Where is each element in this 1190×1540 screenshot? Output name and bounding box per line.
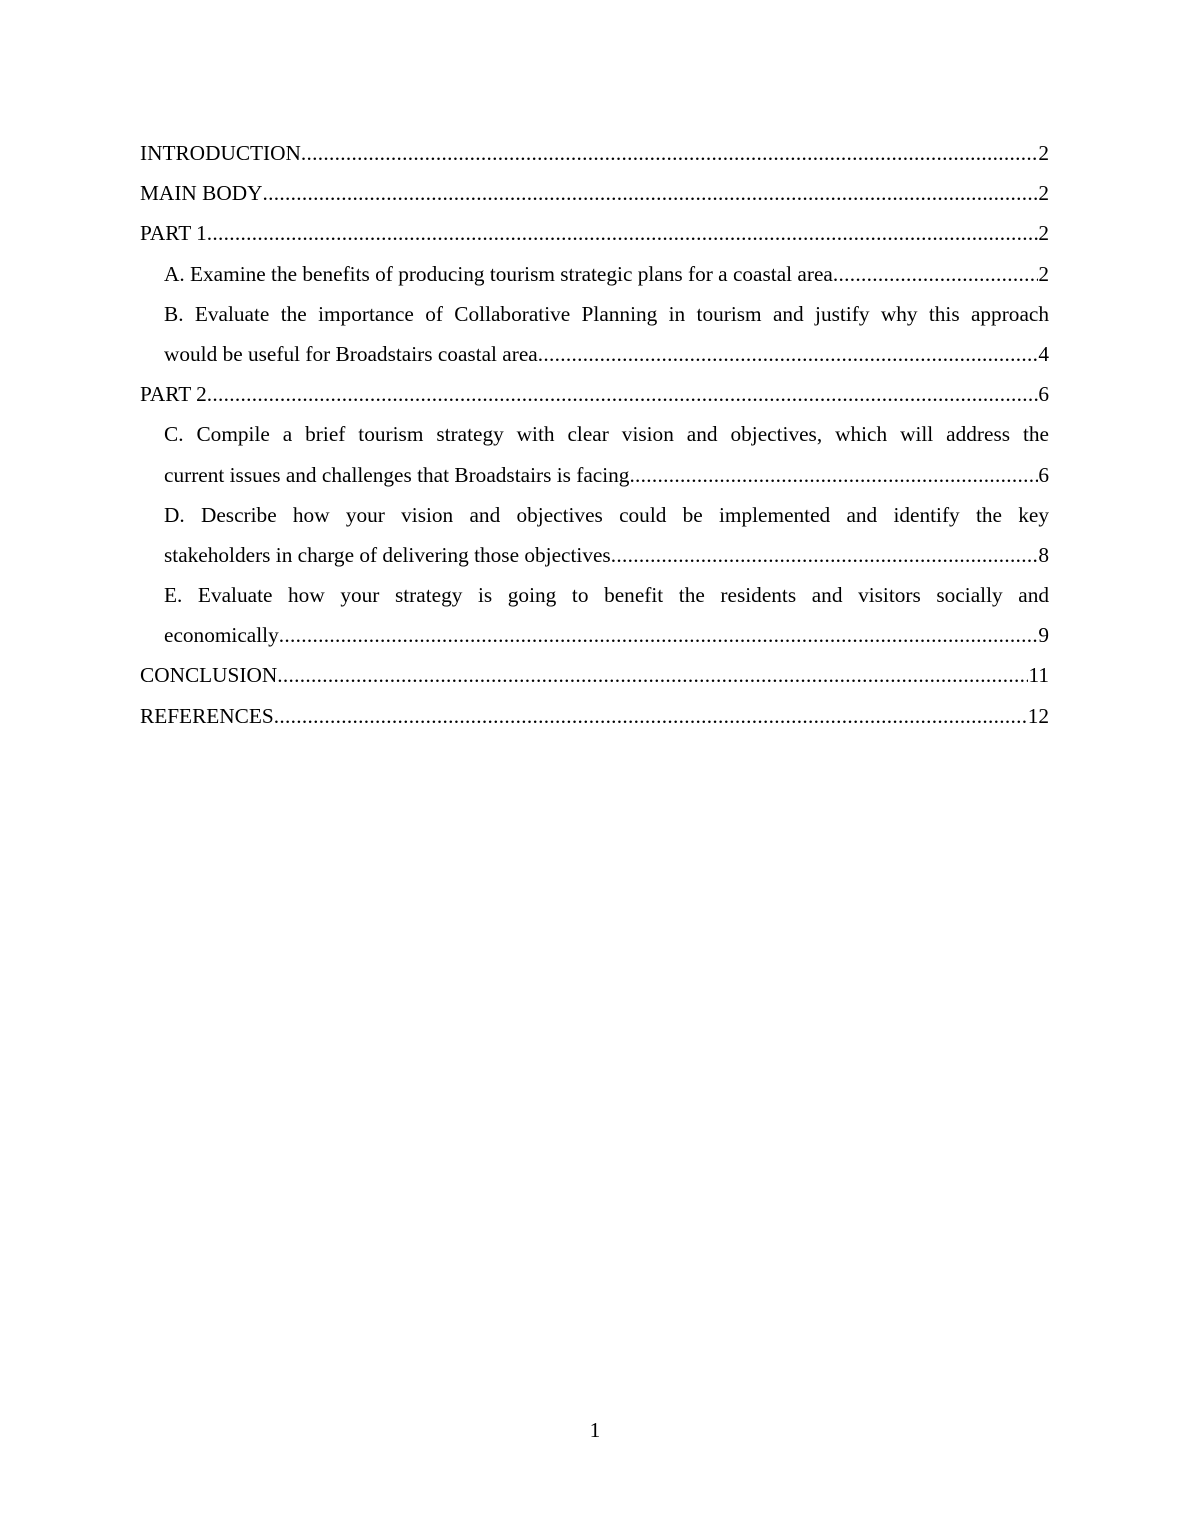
- dot-leader: [279, 615, 1039, 655]
- toc-entry-title-line-1: B. Evaluate the importance of Collaborative Planning in tourism and justify why this approach: [164, 301, 1049, 326]
- toc-entry-main-body[interactable]: [140, 173, 1049, 213]
- toc-entry-title: CONCLUSION: [140, 663, 278, 688]
- toc-entry-title-line-1: E. Evaluate how your strategy is going to benefit the residents and visitors socially and: [164, 583, 1049, 608]
- dot-leader: [833, 254, 1038, 294]
- dot-leader: [301, 133, 1038, 173]
- toc-entry-page-number: 11: [1028, 663, 1049, 688]
- toc-entry-title: INTRODUCTION: [140, 141, 301, 165]
- toc-entry-page-number: 8: [1038, 542, 1049, 567]
- toc-entry-section-d[interactable]: [140, 495, 1049, 575]
- toc-entry-title: PART 2: [140, 382, 207, 407]
- toc-entry-page-number: 9: [1038, 623, 1049, 648]
- toc-entry-title: stakeholders in charge of delivering those objectives: [164, 542, 611, 567]
- toc-entry-part-2[interactable]: [140, 374, 1049, 414]
- toc-entry-line: [140, 173, 1049, 213]
- toc-entry-section-b[interactable]: [140, 294, 1049, 374]
- toc-entry-title: economically: [164, 623, 279, 648]
- toc-entry-line: [164, 455, 1049, 495]
- toc-entry-section-c[interactable]: [140, 414, 1049, 494]
- toc-entry-title: REFERENCES: [140, 703, 274, 728]
- table-of-contents: [140, 133, 1049, 736]
- dot-leader: [207, 374, 1039, 414]
- toc-entry-line: [164, 535, 1049, 575]
- toc-entry-section-a[interactable]: [140, 254, 1049, 294]
- dot-leader: [611, 535, 1039, 575]
- toc-entry-title-line-1: D. Describe how your vision and objectives could be implemented and identify the key: [164, 502, 1049, 527]
- toc-entry-page-number: 2: [1038, 181, 1049, 206]
- toc-entry-title: PART 1: [140, 221, 207, 246]
- toc-entry-line: [140, 133, 1049, 173]
- page-number: 1: [589, 1418, 601, 1442]
- dot-leader: [207, 213, 1039, 253]
- toc-entry-page-number: 6: [1038, 382, 1049, 407]
- toc-entry-title: MAIN BODY: [140, 181, 263, 206]
- dot-leader: [629, 455, 1038, 495]
- toc-entry-title: current issues and challenges that Broadstairs is facing: [164, 462, 630, 487]
- toc-entry-part-1[interactable]: [140, 213, 1049, 253]
- dot-leader: [277, 655, 1028, 695]
- toc-entry-title: A. Examine the benefits of producing tourism strategic plans for a coastal area: [164, 261, 833, 286]
- toc-entry-page-number: 2: [1038, 141, 1049, 165]
- toc-entry-line: [164, 254, 1049, 294]
- dot-leader: [538, 334, 1039, 374]
- toc-entry-page-number: 2: [1038, 221, 1049, 246]
- toc-entry-introduction[interactable]: [140, 133, 1049, 173]
- toc-entry-section-e[interactable]: [140, 575, 1049, 655]
- dot-leader: [262, 173, 1038, 213]
- toc-entry-line: [140, 374, 1049, 414]
- toc-entry-line: [140, 655, 1049, 695]
- toc-entry-line: [140, 696, 1049, 736]
- toc-entry-page-number: 4: [1038, 341, 1049, 366]
- toc-entry-conclusion[interactable]: [140, 655, 1049, 695]
- toc-entry-line: [164, 615, 1049, 655]
- toc-entry-title: would be useful for Broadstairs coastal area: [164, 341, 538, 366]
- toc-entry-page-number: 12: [1027, 703, 1049, 728]
- toc-entry-page-number: 2: [1038, 261, 1049, 286]
- toc-entry-line: [140, 213, 1049, 253]
- toc-entry-page-number: 6: [1038, 462, 1049, 487]
- dot-leader: [274, 696, 1028, 736]
- toc-entry-line: [164, 334, 1049, 374]
- toc-entry-references[interactable]: [140, 696, 1049, 736]
- toc-entry-title-line-1: C. Compile a brief tourism strategy with clear vision and objectives, which will address the: [164, 422, 1049, 447]
